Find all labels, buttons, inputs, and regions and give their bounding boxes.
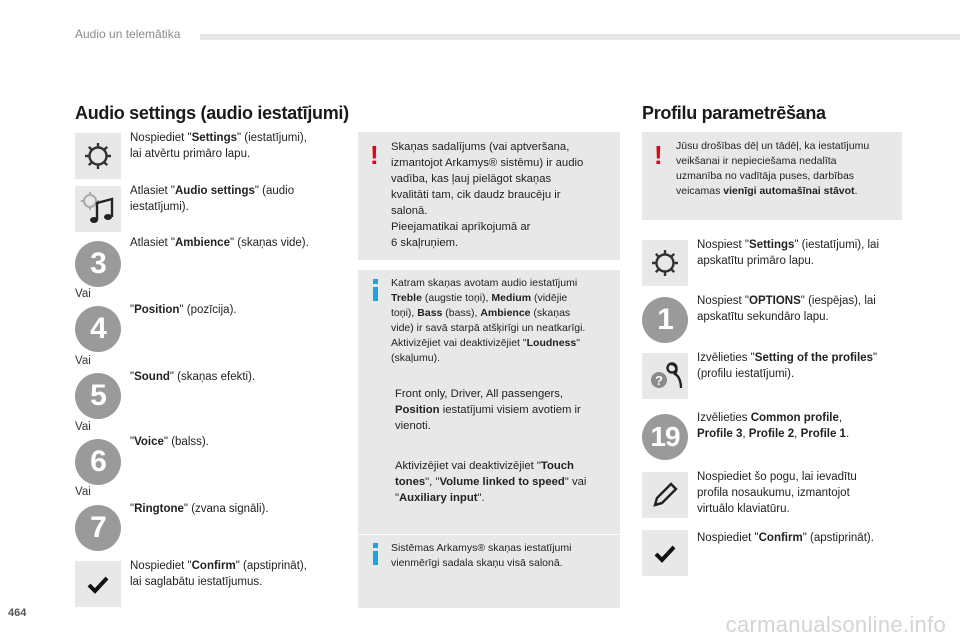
warning-icon: ! bbox=[654, 140, 663, 170]
music-note-gear-icon bbox=[78, 189, 118, 229]
right-step-5: Nospiediet šo pogu, lai ievadītu profila nosaukumu, izmantojot virtuālo klaviatūru. bbox=[697, 471, 857, 515]
right-step-1: Nospiest "Settings" (iestatījumi), lai apskatītu primāro lapu. bbox=[697, 239, 880, 267]
step-number-5: 5 bbox=[75, 373, 121, 419]
left-section-title: Audio settings (audio iestatījumi) bbox=[75, 103, 349, 123]
left-step-1: Nospiediet "Settings" (iestatījumi), lai atvērtu primāro lapu. bbox=[130, 132, 307, 160]
or-label: Vai bbox=[75, 486, 91, 498]
audio-settings-button[interactable] bbox=[75, 186, 121, 232]
left-step-5: "Sound" (skaņas efekti). bbox=[130, 371, 256, 383]
left-step-6: "Voice" (balss). bbox=[130, 436, 209, 448]
info-icon-bar bbox=[373, 551, 378, 565]
right-step-6: Nospiediet "Confirm" (apstiprināt). bbox=[697, 532, 874, 544]
step-number-19: 19 bbox=[642, 414, 688, 460]
right-step-4: Izvēlieties Common profile, Profile 3, Profile 2, Profile 1. bbox=[697, 412, 850, 440]
settings-button[interactable] bbox=[642, 240, 688, 286]
header-rule bbox=[200, 34, 960, 40]
edit-profile-name-button[interactable] bbox=[642, 472, 688, 518]
safety-warning bbox=[642, 132, 902, 220]
settings-button[interactable] bbox=[75, 133, 121, 179]
watermark: carmanualsonline.info bbox=[725, 612, 946, 637]
touch-tones-text: Aktivizējiet vai deaktivizējiet "Touch tones", "Volume linked to speed" vai "Auxiliary input". bbox=[395, 460, 587, 504]
info-icon-dot bbox=[373, 543, 378, 548]
info-icon-dot bbox=[373, 279, 378, 284]
left-step-2: Atlasiet "Audio settings" (audio iestatījumi). bbox=[130, 185, 295, 213]
gear-icon bbox=[648, 246, 682, 280]
step-number-4: 4 bbox=[75, 306, 121, 352]
right-section-title: Profilu parametrēšana bbox=[642, 103, 826, 123]
check-icon bbox=[652, 540, 678, 566]
check-icon bbox=[85, 571, 111, 597]
info-divider bbox=[358, 534, 620, 535]
right-step-3: Izvēlieties "Setting of the profiles" (profilu iestatījumi). bbox=[697, 352, 878, 380]
position-text: Front only, Driver, All passengers, Position iestatījumi visiem avotiem ir vienoti. bbox=[395, 388, 581, 432]
warning-note bbox=[358, 132, 620, 260]
safety-warning-text: Jūsu drošības dēļ un tādēļ, ka iestatījumu veikšanai ir nepieciešama nedalīta uzmanība no vadītāja puses, darbības veicamas vienīgi automašīnai stāvot. bbox=[676, 140, 870, 197]
or-label: Vai bbox=[75, 288, 91, 300]
or-label: Vai bbox=[75, 421, 91, 433]
right-step-2: Nospiest "OPTIONS" (iespējas), lai apskatītu sekundāro lapu. bbox=[697, 295, 876, 323]
or-label: Vai bbox=[75, 355, 91, 367]
left-step-3: Atlasiet "Ambience" (skaņas vide). bbox=[130, 237, 309, 249]
left-step-confirm: Nospiediet "Confirm" (apstiprināt), lai saglabātu iestatījumus. bbox=[130, 560, 307, 588]
step-number-6: 6 bbox=[75, 439, 121, 485]
step-number-1: 1 bbox=[642, 297, 688, 343]
pencil-icon bbox=[649, 479, 681, 511]
help-profile-icon bbox=[645, 356, 685, 396]
warning-text: Skaņas sadalījums (vai aptveršana, izmantojot Arkamys® sistēmu) ir audio vadība, kas ļauj pielāgot skaņas kvalitāti tam, cik daudz braucēju ir salonā. Pieejamatikai aprīkojumā ar 6 skaļruņiem. bbox=[391, 141, 584, 249]
warning-icon: ! bbox=[370, 140, 379, 170]
svg-text:?: ? bbox=[655, 373, 663, 388]
info-text-2: Sistēmas Arkamys® skaņas iestatījumi vienmērīgi sadala skaņu visā salonā. bbox=[391, 542, 572, 569]
gear-icon bbox=[81, 139, 115, 173]
left-step-7: "Ringtone" (zvana signāli). bbox=[130, 503, 269, 515]
confirm-button[interactable] bbox=[75, 561, 121, 607]
step-number-3: 3 bbox=[75, 241, 121, 287]
left-step-4: "Position" (pozīcija). bbox=[130, 304, 237, 316]
step-number-7: 7 bbox=[75, 505, 121, 551]
info-icon-bar bbox=[373, 287, 378, 301]
info-text-1: Katram skaņas avotam audio iestatījumi Treble (augstie toņi), Medium (vidējie toņi), Bass (bass), Ambience (skaņas vide) ir savā starpā atšķirīgi un neatkarīgi. Aktivizējiet vai deaktivizējiet "Loudness" (skaļumu). bbox=[391, 277, 586, 364]
section-header: Audio un telemātika bbox=[75, 27, 181, 41]
profiles-button[interactable] bbox=[642, 353, 688, 399]
page-number: 464 bbox=[8, 607, 27, 619]
confirm-button[interactable] bbox=[642, 530, 688, 576]
